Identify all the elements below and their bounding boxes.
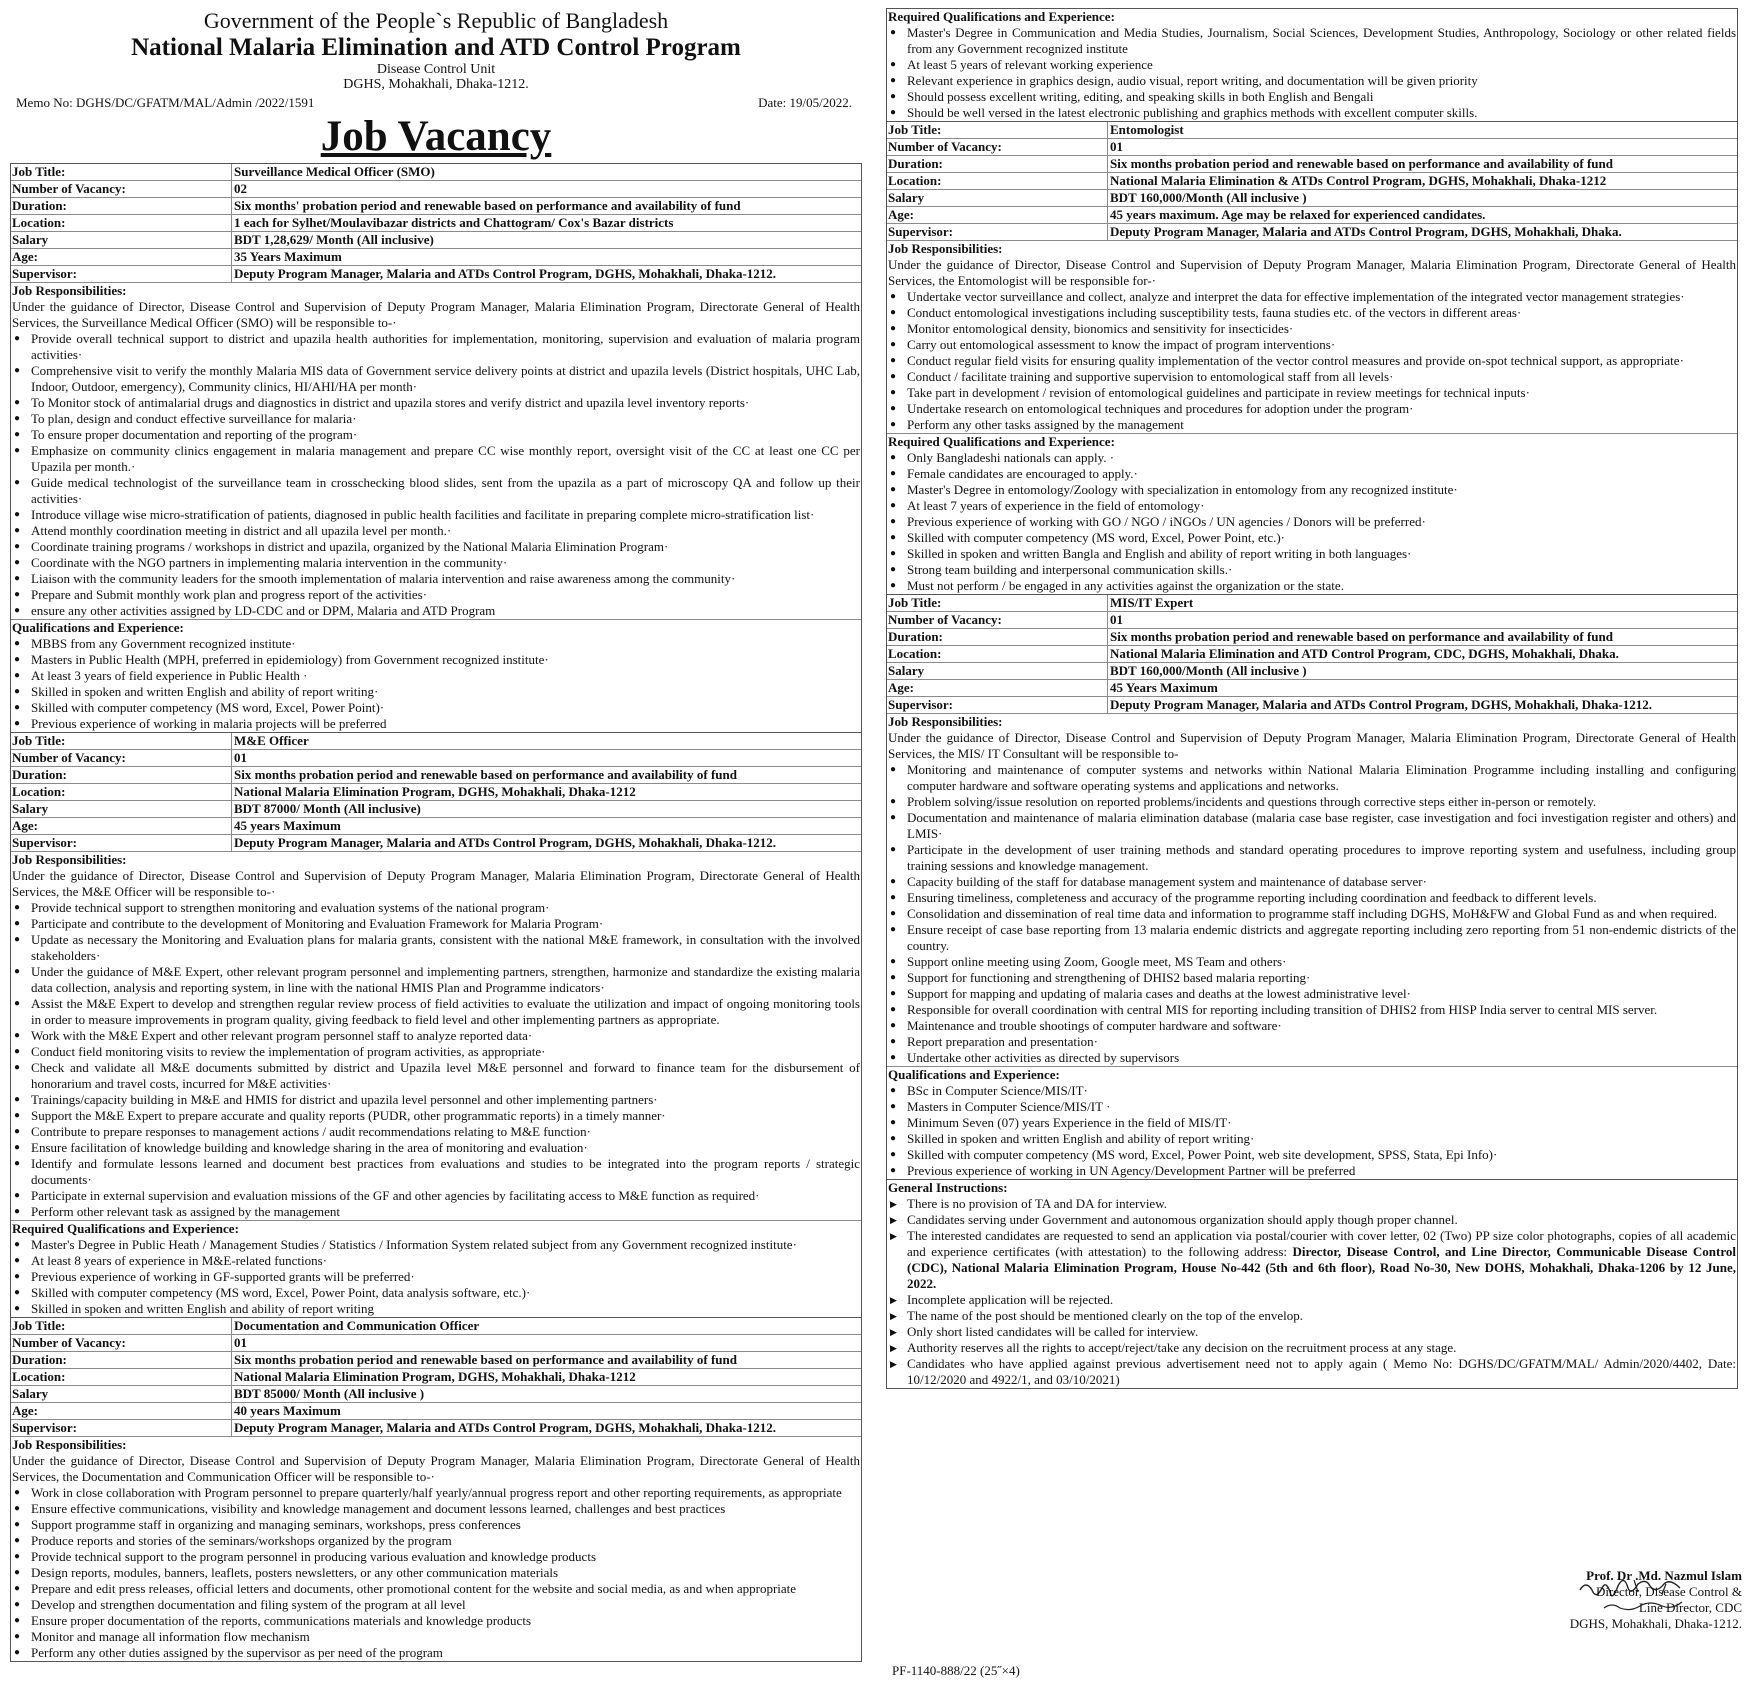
field-label: Age: — [11, 249, 232, 265]
list-item: ● Maintenance and trouble shootings of computer hardware and software· — [888, 1018, 1736, 1034]
list-item: ● Strong team building and interpersonal communication skills.· — [888, 562, 1736, 578]
list-item: ● Assist the M&E Expert to develop and strengthen regular review process of field activities to evaluate the utilization and impact of ongoing monitoring tools in order to measure improvements in program quality, giving feedback to field level and other implementing partners as appropriate. — [12, 996, 860, 1028]
field-label: Location: — [887, 646, 1108, 662]
list-item: ● Support for mapping and updating of malaria cases and deaths at the lowest administrative level· — [888, 986, 1736, 1002]
responsibility-list — [888, 762, 1736, 1066]
field-label: Salary — [11, 232, 232, 248]
list-item: ● Identify and formulate lessons learned and document best practices from evaluations and studies to be integrated into the program reports / strategic documents· — [12, 1156, 860, 1188]
post-block-doc — [10, 1318, 862, 1662]
field-label: Duration: — [887, 629, 1108, 645]
list-item: ● Master's Degree in Communication and Media Studies, Journalism, Social Sciences, Development Studies, Anthropology, Sociology or other related fields from any Government recognized institute — [888, 25, 1736, 57]
list-item: ● MBBS from any Government recognized institute· — [12, 636, 860, 652]
field-label: Location: — [11, 215, 232, 231]
field-row-supervisor — [11, 266, 861, 283]
field-value: Deputy Program Manager, Malaria and ATDs Control Program, DGHS, Mohakhali, Dhaka-1212. — [234, 835, 777, 850]
field-value: M&E Officer — [234, 733, 309, 748]
qualification-list — [12, 1237, 860, 1317]
field-row-supervisor — [11, 835, 861, 852]
list-item: ● Perform any other duties assigned by the supervisor as per need of the program — [12, 1645, 860, 1661]
field-value: 45 years maximum. Age may be relaxed for experienced candidates. — [1110, 207, 1486, 222]
field-row-vacancy — [887, 139, 1737, 156]
field-label: Job Title: — [11, 164, 232, 180]
field-label: Supervisor: — [11, 266, 232, 282]
list-item: ● Skilled in spoken and written English and ability of report writing· — [888, 1131, 1736, 1147]
list-item: ● Skilled with computer competency (MS word, Excel, Power Point)· — [12, 700, 860, 716]
signatory-address: DGHS, Mohakhali, Dhaka-1212. — [1569, 1616, 1742, 1631]
responsibilities-heading: Job Responsibilities: — [12, 852, 127, 867]
list-item: ● Carry out entomological assessment to know the impact of program interventions· — [888, 337, 1736, 353]
field-row-title — [887, 595, 1737, 612]
list-item: ● Skilled with computer competency (MS word, Excel, Power Point, web site development, SPSS, Stata, Epi Info)· — [888, 1147, 1736, 1163]
field-label: Supervisor: — [887, 697, 1108, 713]
list-item: ● At least 3 years of field experience in Public Health · — [12, 668, 860, 684]
list-item: ● Perform any other tasks assigned by the management — [888, 417, 1736, 433]
list-item: ● Contribute to prepare responses to management actions / audit recommendations relating to M&E function· — [12, 1124, 860, 1140]
general-instructions-list — [888, 1196, 1736, 1388]
list-item: ▶ Candidates who have applied against previous advertisement need not to apply again ( Memo No: DGHS/DC/GFATM/MAL/ Admin/2020/4402, Date: 10/12/2020 and 4922/1, and 03/10/2021) — [888, 1356, 1736, 1388]
field-label: Number of Vacancy: — [887, 612, 1108, 628]
field-value: 1 each for Sylhet/Moulavibazar districts and Chattogram/ Cox's Bazar districts — [234, 215, 674, 230]
field-label: Salary — [887, 663, 1108, 679]
list-item: ● Trainings/capacity building in M&E and HMIS for district and upazila level personnel and other implementing partners· — [12, 1092, 860, 1108]
field-row-vacancy — [11, 750, 861, 767]
field-row-salary — [887, 663, 1737, 680]
general-instructions — [886, 1180, 1738, 1389]
office-address: DGHS, Mohakhali, Dhaka-1212. — [343, 77, 529, 92]
field-row-title — [11, 1318, 861, 1335]
unit-name: Disease Control Unit — [376, 62, 496, 77]
doc-qualifications-block — [886, 8, 1738, 122]
field-label: Duration: — [887, 156, 1108, 172]
list-item: ● Ensure receipt of case base reporting from 13 malaria endemic districts and aggregate reporting including zero reporting from 51 non-endemic districts of the country. — [888, 922, 1736, 954]
list-item: ● Ensure proper documentation of the reports, communications materials and knowledge products — [12, 1613, 860, 1629]
field-label: Supervisor: — [887, 224, 1108, 240]
list-item: ● Work with the M&E Expert and other relevant program personnel staff to analyze reported data· — [12, 1028, 860, 1044]
responsibilities-heading: Job Responsibilities: — [888, 714, 1003, 729]
list-item: ● Skilled in spoken and written English and ability of report writing· — [12, 684, 860, 700]
list-item: ● Liaison with the community leaders for the smooth implementation of malaria intervention and raise awareness among the community· — [12, 571, 860, 587]
qualifications-section — [887, 1067, 1737, 1179]
list-item: ● Report preparation and presentation· — [888, 1034, 1736, 1050]
list-item: ● Capacity building of the staff for database management system and maintenance of database server· — [888, 874, 1736, 890]
memo-number: Memo No: DGHS/DC/GFATM/MAL/Admin /2022/1591 — [16, 95, 315, 110]
list-item: ● Masters in Computer Science/MIS/IT · — [888, 1099, 1736, 1115]
list-item: ● Produce reports and stories of the seminars/workshops organized by the program — [12, 1533, 860, 1549]
list-item: ▶ Candidates serving under Government and autonomous organization should apply though proper channel. — [888, 1212, 1736, 1228]
field-value: 01 — [1110, 139, 1123, 154]
field-value: Six months' probation period and renewable based on performance and availability of fund — [234, 198, 741, 213]
memo-line — [10, 95, 862, 111]
list-item: ● Provide technical support to the program personnel in producing various evaluation and knowledge products — [12, 1549, 860, 1565]
list-item: ● Emphasize on community clinics engagement in malaria management and prepare CC wise monthly report, oversight visit of the CC at least one CC per Upazila per month.· — [12, 443, 860, 475]
field-value: National Malaria Elimination & ATDs Control Program, DGHS, Mohakhali, Dhaka-1212 — [1110, 173, 1607, 188]
field-value: 45 Years Maximum — [1110, 680, 1218, 695]
list-item: ▶ Only short listed candidates will be called for interview. — [888, 1324, 1736, 1340]
list-item: ● Conduct / facilitate training and supportive supervision to entomological staff from all levels· — [888, 369, 1736, 385]
list-item: ● Skilled with computer competency (MS word, Excel, Power Point, etc.)· — [888, 530, 1736, 546]
signature-block — [1452, 1568, 1742, 1632]
field-value: Entomologist — [1110, 122, 1184, 137]
list-item: ▶ Authority reserves all the rights to accept/reject/take any decision on the recruitment process at any stage. — [888, 1340, 1736, 1356]
responsibilities-intro: Under the guidance of Director, Disease Control and Supervision of Deputy Program Manager, Malaria Elimination Program, Directorate General of Health Services, the Entomologist will be responsible for-· — [888, 257, 1736, 288]
field-label: Salary — [887, 190, 1108, 206]
field-row-duration — [11, 1352, 861, 1369]
page-title: Job Vacancy — [320, 113, 552, 160]
qualification-list — [12, 636, 860, 732]
field-row-salary — [887, 190, 1737, 207]
list-item: ● Masters in Public Health (MPH, preferred in epidemiology) from Government recognized institute· — [12, 652, 860, 668]
field-label: Job Title: — [887, 595, 1108, 611]
field-row-location — [11, 215, 861, 232]
post-block-smo — [10, 163, 862, 733]
general-instructions-section — [887, 1180, 1737, 1388]
list-item: ● Conduct entomological investigations including susceptibility tests, fauna studies etc. of the vectors in different areas· — [888, 305, 1736, 321]
list-item: ● At least 5 years of relevant working experience — [888, 57, 1736, 73]
qualifications-section — [887, 434, 1737, 594]
field-value: National Malaria Elimination Program, DGHS, Mohakhali, Dhaka-1212 — [234, 1369, 636, 1384]
list-item: ● ensure any other activities assigned by LD-CDC and or DPM, Malaria and ATD Program — [12, 603, 860, 619]
list-item: ● Master's Degree in Public Heath / Management Studies / Statistics / Information System related subject from any Government recognized institute· — [12, 1237, 860, 1253]
field-row-age — [11, 818, 861, 835]
field-label: Salary — [11, 801, 232, 817]
field-row-title — [11, 733, 861, 750]
right-column — [886, 8, 1738, 1389]
list-item: ● Check and validate all M&E documents submitted by district and Upazila level M&E personnel and forward to finance team for the disbursement of honorarium and travel costs, incurred for M&E activities· — [12, 1060, 860, 1092]
qualification-list — [888, 25, 1736, 121]
list-item: ● Support online meeting using Zoom, Google meet, MS Team and others· — [888, 954, 1736, 970]
memo-date: Date: 19/05/2022. — [758, 95, 852, 110]
list-item: ● To plan, design and conduct effective surveillance for malaria· — [12, 411, 860, 427]
field-value: Documentation and Communication Officer — [234, 1318, 480, 1333]
field-value: Six months probation period and renewable based on performance and availability of fund — [234, 767, 737, 782]
list-item-apply — [888, 1228, 1736, 1292]
program-name: National Malaria Elimination and ATD Control Program — [131, 34, 741, 61]
list-item: ● Responsible for overall coordination with central MIS for reporting including transition of DHIS2 from HISP India server to central MIS server. — [888, 1002, 1736, 1018]
responsibilities-intro: Under the guidance of Director, Disease Control and Supervision of Deputy Program Manager, Malaria Elimination Program, Directorate General of Health Services, the Surveillance Medical Officer (SMO) will be responsible to-· — [12, 299, 860, 330]
list-item: ● Undertake vector surveillance and collect, analyze and interpret the data for effective implementation of the integrated vector management strategies· — [888, 289, 1736, 305]
field-row-vacancy — [887, 612, 1737, 629]
field-row-age — [11, 249, 861, 266]
field-row-age — [887, 680, 1737, 697]
field-row-location — [887, 646, 1737, 663]
field-label: Location: — [11, 784, 232, 800]
list-item: ● Skilled with computer competency (MS word, Excel, Power Point, data analysis software, etc.)· — [12, 1285, 860, 1301]
field-label: Job Title: — [11, 733, 232, 749]
field-value: BDT 85000/ Month (All inclusive ) — [234, 1386, 425, 1401]
field-value: 02 — [234, 181, 247, 196]
field-label: Duration: — [11, 767, 232, 783]
field-value: National Malaria Elimination and ATD Control Program, CDC, DGHS, Mohakhali, Dhaka. — [1110, 646, 1619, 661]
field-value: MIS/IT Expert — [1110, 595, 1194, 610]
list-item: ● Skilled in spoken and written Bangla and English and ability of report writing in both languages· — [888, 546, 1736, 562]
field-label: Number of Vacancy: — [11, 181, 232, 197]
list-item: ● At least 8 years of experience in M&E-related functions· — [12, 1253, 860, 1269]
list-item: ● Previous experience of working with GO / NGO / iNGOs / UN agencies / Donors will be preferred· — [888, 514, 1736, 530]
field-row-duration — [887, 156, 1737, 173]
print-reference: PF-1140-888/22 (25˝×4) — [892, 1663, 1020, 1678]
post-block-me — [10, 733, 862, 1318]
list-item: ● Support the M&E Expert to prepare accurate and quality reports (PUDR, other programmatic reports) in a timely manner· — [12, 1108, 860, 1124]
list-item: ● Undertake research on entomological techniques and procedures for adoption under the program· — [888, 401, 1736, 417]
qualifications-heading: Required Qualifications and Experience: — [888, 434, 1115, 449]
field-value: National Malaria Elimination Program, DGHS, Mohakhali, Dhaka-1212 — [234, 784, 636, 799]
government-name: Government of the People`s Republic of Bangladesh — [203, 8, 669, 33]
field-label: Supervisor: — [11, 1420, 232, 1436]
field-label: Supervisor: — [11, 835, 232, 851]
responsibilities-section — [11, 283, 861, 620]
list-item: ● Coordinate training programs / workshops in district and upazila, organized by the National Malaria Elimination Program· — [12, 539, 860, 555]
field-label: Number of Vacancy: — [11, 1335, 232, 1351]
field-value: Deputy Program Manager, Malaria and ATDs Control Program, DGHS, Mohakhali, Dhaka-1212. — [1110, 697, 1653, 712]
field-value: Six months probation period and renewable based on performance and availability of fund — [1110, 156, 1613, 171]
field-label: Location: — [887, 173, 1108, 189]
doc-qualifications — [887, 9, 1737, 121]
responsibilities-section — [887, 714, 1737, 1067]
responsibilities-section — [11, 852, 861, 1221]
list-item: ● Attend monthly coordination meeting in district and all upazila level per month.· — [12, 523, 860, 539]
list-item: ● Provide technical support to strengthen monitoring and evaluation systems of the national program· — [12, 900, 860, 916]
list-item: ● Support for functioning and strengthening of DHIS2 based malaria reporting· — [888, 970, 1736, 986]
list-item: ● Minimum Seven (07) years Experience in the field of MIS/IT· — [888, 1115, 1736, 1131]
responsibilities-section — [11, 1437, 861, 1661]
list-item: ● Develop and strengthen documentation and filing system of the program at all level — [12, 1597, 860, 1613]
list-item: ▶ There is no provision of TA and DA for interview. — [888, 1196, 1736, 1212]
left-column — [10, 8, 862, 1662]
field-row-supervisor — [11, 1420, 861, 1437]
field-value: BDT 1,28,629/ Month (All inclusive) — [234, 232, 434, 247]
list-item: ● Design reports, modules, banners, leaflets, posters newsletters, or any other communication materials — [12, 1565, 860, 1581]
list-item: ● Ensuring timeliness, completeness and accuracy of the programme reporting including coordination and feedback to different levels. — [888, 890, 1736, 906]
field-row-location — [887, 173, 1737, 190]
field-row-duration — [887, 629, 1737, 646]
list-item: ● Previous experience of working in UN Agency/Development Partner will be preferred — [888, 1163, 1736, 1179]
list-item: ● Coordinate with the NGO partners in implementing malaria intervention in the community· — [12, 555, 860, 571]
field-row-location — [11, 1369, 861, 1386]
field-value: BDT 160,000/Month (All inclusive ) — [1110, 190, 1307, 205]
field-label: Location: — [11, 1369, 232, 1385]
list-item: ● Guide medical technologist of the surveillance team in crosschecking blood slides, sent from the upazila as a part of microscopy QA and follow up their activities· — [12, 475, 860, 507]
field-label: Age: — [11, 1403, 232, 1419]
field-row-location — [11, 784, 861, 801]
list-item: ● Only Bangladeshi nationals can apply. · — [888, 450, 1736, 466]
field-label: Number of Vacancy: — [11, 750, 232, 766]
post-block-ento — [886, 122, 1738, 595]
qualifications-heading: Qualifications and Experience: — [12, 620, 184, 635]
general-instructions-heading: General Instructions: — [888, 1180, 1008, 1195]
list-item: ● Documentation and maintenance of malaria elimination database (malaria case base register, case investigation and foci investigation register and others) and LMIS· — [888, 810, 1736, 842]
qualification-list — [888, 1083, 1736, 1179]
field-value: 40 years Maximum — [234, 1403, 341, 1418]
responsibilities-intro: Under the guidance of Director, Disease Control and Supervision of Deputy Program Manager, Malaria Elimination Program, Directorate General of Health Services, the Documentation and Communication Officer will be responsible to-· — [12, 1453, 860, 1484]
list-item: ● Conduct regular field visits for ensuring quality implementation of the vector control measures and provide on-spot technical support, as appropriate· — [888, 353, 1736, 369]
field-label: Duration: — [11, 198, 232, 214]
list-item: ● Monitor and manage all information flow mechanism — [12, 1629, 860, 1645]
field-row-vacancy — [11, 181, 861, 198]
signatory-title: Line Director, CDC — [1638, 1600, 1742, 1615]
responsibilities-section — [887, 241, 1737, 434]
qualifications-heading: Required Qualifications and Experience: — [12, 1221, 239, 1236]
field-row-title — [887, 122, 1737, 139]
qualification-list — [888, 450, 1736, 594]
signatory-title: Director, Disease Control & — [1595, 1584, 1742, 1599]
field-value: Six months probation period and renewable based on performance and availability of fund — [234, 1352, 737, 1367]
list-item: ● Participate in the development of user training methods and standard operating procedures to improve reporting system and usefulness, including group training sessions and knowledge management. — [888, 842, 1736, 874]
field-label: Age: — [887, 680, 1108, 696]
responsibility-list — [12, 331, 860, 619]
field-value: 35 Years Maximum — [234, 249, 342, 264]
post-block-mis — [886, 595, 1738, 1180]
signatory-name: Prof. Dr .Md. Nazmul Islam — [1586, 1568, 1742, 1583]
qualifications-section — [11, 620, 861, 732]
field-row-age — [887, 207, 1737, 224]
list-item: ● Should possess excellent writing, editing, and speaking skills in both English and Bengali — [888, 89, 1736, 105]
list-item: ● To Monitor stock of antimalarial drugs and diagnostics in district and upazila stores and verify district and upazila level inventory reports· — [12, 395, 860, 411]
qualifications-heading: Qualifications and Experience: — [888, 1067, 1060, 1082]
list-item: ● Provide overall technical support to district and upazila health authorities for implementation, monitoring, supervision and evaluation of malaria program activities· — [12, 331, 860, 363]
field-value: 01 — [234, 1335, 247, 1350]
list-item: ● Should be well versed in the latest electronic publishing and graphics methods with excellent computer skills. — [888, 105, 1736, 121]
list-item: ● To ensure proper documentation and reporting of the program· — [12, 427, 860, 443]
letterhead — [10, 8, 862, 92]
list-item: ● BSc in Computer Science/MIS/IT· — [888, 1083, 1736, 1099]
list-item: ● Monitoring and maintenance of computer systems and networks within National Malaria Elimination Programme including installing and configuring computer hardware and software operating systems and applications and networks. — [888, 762, 1736, 794]
field-row-salary — [11, 232, 861, 249]
list-item: ● Consolidation and dissemination of real time data and information to programme staff including DGHS, MoH&FW and Global Fund as and when required. — [888, 906, 1736, 922]
list-item: ● Ensure facilitation of knowledge building and knowledge sharing in the area of monitoring and evaluation· — [12, 1140, 860, 1156]
field-value: Deputy Program Manager, Malaria and ATDs Control Program, DGHS, Mohakhali, Dhaka-1212. — [234, 1420, 777, 1435]
field-row-supervisor — [887, 697, 1737, 714]
field-row-duration — [11, 767, 861, 784]
qualifications-section — [11, 1221, 861, 1317]
apply-text: The interested candidates are requested to send an application via postal/courier with cover letter, 02 (Two) PP size color photographs, copies of all academic and experience certificates (with attestation) to the following address: — [907, 1228, 1736, 1259]
field-label: Number of Vacancy: — [887, 139, 1108, 155]
field-value: 45 years Maximum — [234, 818, 341, 833]
field-label: Job Title: — [887, 122, 1108, 138]
field-value: BDT 87000/ Month (All inclusive) — [234, 801, 421, 816]
list-item: ▶ Incomplete application will be rejected. — [888, 1292, 1736, 1308]
field-label: Age: — [11, 818, 232, 834]
list-item: ● Support programme staff in organizing and managing seminars, workshops, press conferences — [12, 1517, 860, 1533]
field-row-vacancy — [11, 1335, 861, 1352]
list-item: ● Conduct field monitoring visits to review the implementation of program activities, as appropriate· — [12, 1044, 860, 1060]
list-item: ● Problem solving/issue resolution on reported problems/incidents and questions through corrective steps either in-person or remotely. — [888, 794, 1736, 810]
list-item: ● Master's Degree in entomology/Zoology with specialization in entomology from any recognized institute· — [888, 482, 1736, 498]
apply-address: Director, Disease Control, and Line Director, Communicable Disease Control (CDC), National Malaria Elimination Program, House No-442 (5th and 6th floor), Road No-30, New DOHS, Mohakhali, Dhaka-1206 by 12 June, 2022. — [907, 1244, 1736, 1291]
field-row-supervisor — [887, 224, 1737, 241]
list-item: ● Under the guidance of M&E Expert, other relevant program personnel and implementing partners, strengthen, harmonize and standardize the existing malaria data collection, analysis and reporting system, in line with the national HMIS Plan and Programme indicators· — [12, 964, 860, 996]
field-value: 01 — [1110, 612, 1123, 627]
responsibilities-heading: Job Responsibilities: — [888, 241, 1003, 256]
list-item: ● Participate and contribute to the development of Monitoring and Evaluation Framework for Malaria Program· — [12, 916, 860, 932]
field-value: BDT 160,000/Month (All inclusive ) — [1110, 663, 1307, 678]
list-item: ● Skilled in spoken and written English and ability of report writing — [12, 1301, 860, 1317]
list-item: ▶ The name of the post should be mentioned clearly on the top of the envelop. — [888, 1308, 1736, 1324]
list-item: ● Previous experience of working in GF-supported grants will be preferred· — [12, 1269, 860, 1285]
field-value: Deputy Program Manager, Malaria and ATDs Control Program, DGHS, Mohakhali, Dhaka. — [1110, 224, 1622, 239]
list-item: ● Monitor entomological density, bionomics and sensitivity for insecticides· — [888, 321, 1736, 337]
responsibility-list — [12, 900, 860, 1220]
list-item: ● Participate in external supervision and evaluation missions of the GF and other agencies by facilitating access to M&E function as required· — [12, 1188, 860, 1204]
field-value: Deputy Program Manager, Malaria and ATDs Control Program, DGHS, Mohakhali, Dhaka-1212. — [234, 266, 777, 281]
list-item: ● Perform other relevant task as assigned by the management — [12, 1204, 860, 1220]
field-label: Duration: — [11, 1352, 232, 1368]
responsibilities-intro: Under the guidance of Director, Disease Control and Supervision of Deputy Program Manager, Malaria Elimination Program, Directorate General of Health Services, the MIS/ IT Consultant will be responsible to- — [888, 730, 1736, 761]
field-label: Age: — [887, 207, 1108, 223]
list-item: ● Work in close collaboration with Program personnel to prepare quarterly/half yearly/annual progress report and other reporting requirements, as appropriate — [12, 1485, 860, 1501]
list-item: ● Ensure effective communications, visibility and knowledge management and document lessons learned, challenges and best practices — [12, 1501, 860, 1517]
field-row-title — [11, 164, 861, 181]
qualifications-heading: Required Qualifications and Experience: — [888, 9, 1115, 24]
list-item: ● Relevant experience in graphics design, audio visual, report writing, and documentation will be given priority — [888, 73, 1736, 89]
list-item: ● Prepare and Submit monthly work plan and progress report of the activities· — [12, 587, 860, 603]
list-item: ● Take part in development / revision of entomological guidelines and participate in review meetings for technical inputs· — [888, 385, 1736, 401]
responsibility-list — [12, 1485, 860, 1661]
list-item: ● Previous experience of working in malaria projects will be preferred — [12, 716, 860, 732]
field-label: Job Title: — [11, 1318, 232, 1334]
list-item: ● Comprehensive visit to verify the monthly Malaria MIS data of Government service delivery points at district and upazila levels (District hospitals, UHC Lab, Indoor, Outdoor, emergency), Community clinics, HI/AHI/HA per month· — [12, 363, 860, 395]
responsibilities-heading: Job Responsibilities: — [12, 283, 127, 298]
list-item: ● Update as necessary the Monitoring and Evaluation plans for malaria grants, consistent with the national M&E framework, in consultation with the involved stakeholders· — [12, 932, 860, 964]
responsibilities-intro: Under the guidance of Director, Disease Control and Supervision of Deputy Program Manager, Malaria Elimination Program, Directorate General of Health Services, the M&E Officer will be responsible to-· — [12, 868, 860, 899]
responsibilities-heading: Job Responsibilities: — [12, 1437, 127, 1452]
field-row-salary — [11, 1386, 861, 1403]
field-value: Surveillance Medical Officer (SMO) — [234, 164, 435, 179]
field-value: Six months probation period and renewable based on performance and availability of fund — [1110, 629, 1613, 644]
list-item: ● Undertake other activities as directed by supervisors — [888, 1050, 1736, 1066]
responsibility-list — [888, 289, 1736, 433]
field-row-duration — [11, 198, 861, 215]
field-value: 01 — [234, 750, 247, 765]
list-item: ● Must not perform / be engaged in any activities against the organization or the state. — [888, 578, 1736, 594]
list-item: ● Prepare and edit press releases, official letters and documents, other promotional content for the website and social media, as and when appropriate — [12, 1581, 860, 1597]
list-item: ● Female candidates are encouraged to apply.· — [888, 466, 1736, 482]
field-label: Salary — [11, 1386, 232, 1402]
field-row-age — [11, 1403, 861, 1420]
list-item: ● Introduce village wise micro-stratification of patients, diagnosed in public health facilities and facilitate in preparing complete micro-stratification list· — [12, 507, 860, 523]
field-row-salary — [11, 801, 861, 818]
list-item: ● At least 7 years of experience in the field of entomology· — [888, 498, 1736, 514]
